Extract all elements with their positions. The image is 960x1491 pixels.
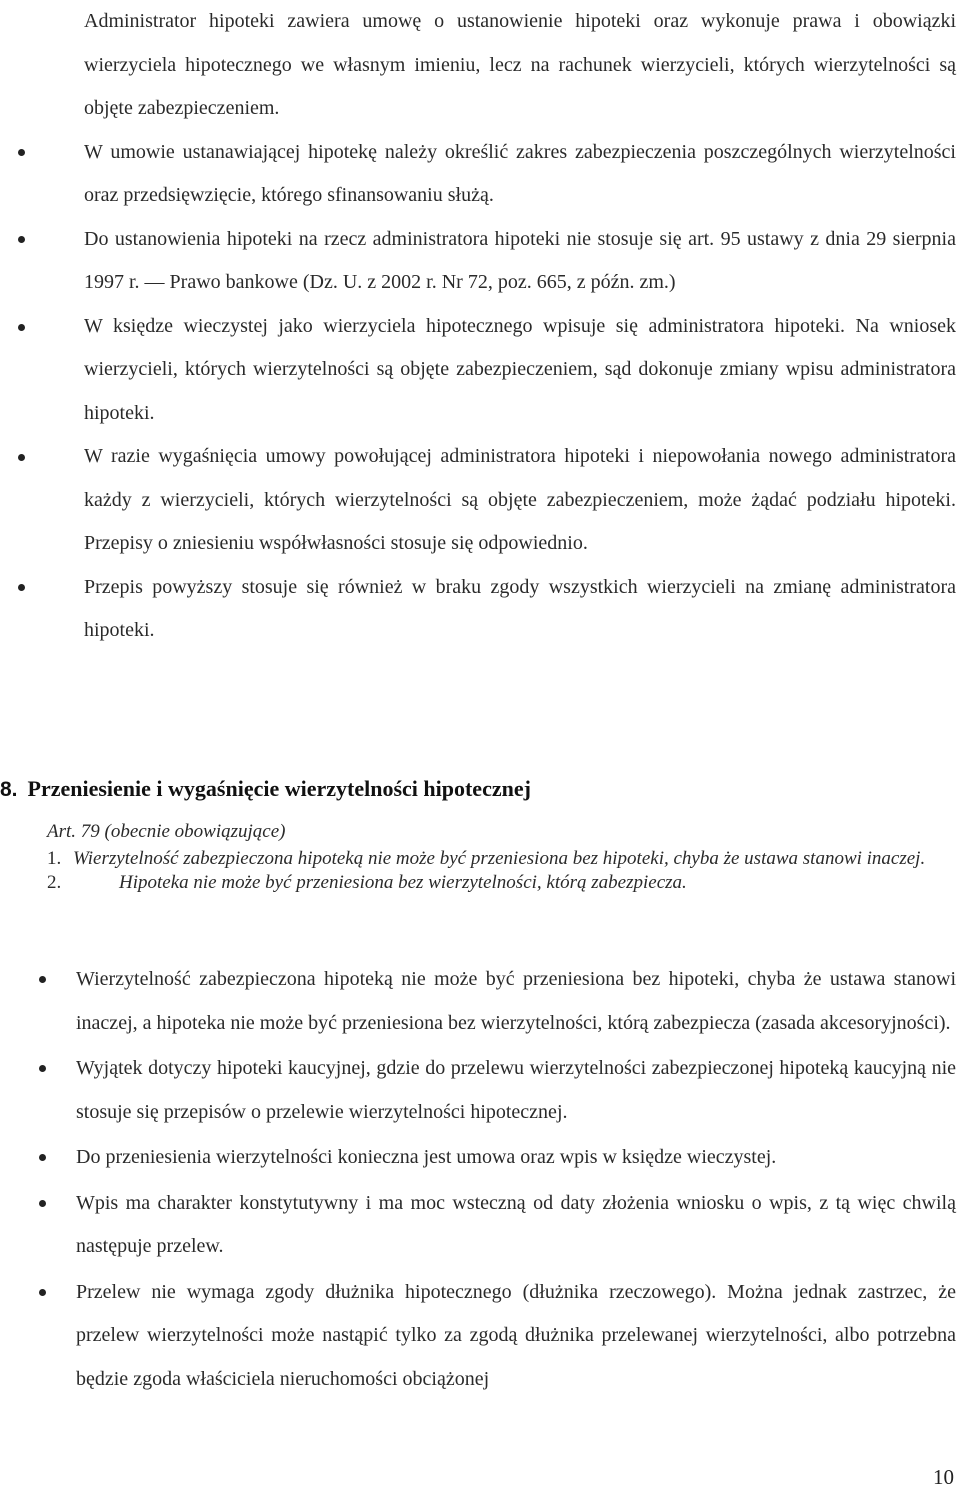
section-heading bbox=[0, 776, 531, 802]
list-item: Administrator hipoteki zawiera umowę o ustanowienie hipoteki oraz wykonuje prawa i obowiązki wierzyciela hipotecznego we własnym imieniu, lecz na rachunek wierzycieli, których wierzytelności są objęte zabezpieczeniem. bbox=[84, 10, 956, 119]
list-item: Przelew nie wymaga zgody dłużnika hipotecznego (dłużnika rzeczowego). Można jednak zastrzec, że przelew wierzytelności może nastąpić tylko za zgodą dłużnika przelewanej wierzytelności, albo potrzebna będzie zgoda właściciela nieruchomości obciążonej bbox=[76, 1271, 956, 1402]
paragraph-text: Wierzytelność zabezpieczona hipoteką nie może być przeniesiona bez hipoteki, chyba że ustawa stanowi inaczej. bbox=[73, 848, 926, 869]
list-item: Wierzytelność zabezpieczona hipoteką nie może być przeniesiona bez hipoteki, chyba że ustawa stanowi inaczej, a hipoteka nie może być przeniesiona bez wierzytelności, którą zabezpiecza (zasada akcesoryjności). bbox=[76, 958, 956, 1045]
list-item: W księdze wieczystej jako wierzyciela hipotecznego wpisuje się administratora hipoteki. Na wniosek wierzycieli, których wierzytelności są objęte zabezpieczeniem, sąd dokonuje zmiany wpisu administratora hipoteki. bbox=[84, 305, 956, 436]
section-number: 8. bbox=[0, 778, 18, 801]
list-item: Do przeniesienia wierzytelności konieczna jest umowa oraz wpis w księdze wieczystej. bbox=[76, 1136, 956, 1180]
article-title: Art. 79 (obecnie obowiązujące) bbox=[47, 821, 286, 842]
paragraph-number: 1. bbox=[47, 848, 62, 869]
section-title: Przeniesienie i wygaśnięcie wierzytelności hipotecznej bbox=[27, 776, 531, 801]
article-paragraph bbox=[47, 871, 957, 895]
list-item: W umowie ustanawiającej hipotekę należy określić zakres zabezpieczenia poszczególnych wierzytelności oraz przedsięwzięcie, którego sfinansowaniu służą. bbox=[84, 131, 956, 218]
top-bullet-list bbox=[84, 0, 956, 653]
list-item: Przepis powyższy stosuje się również w braku zgody wszystkich wierzycieli na zmianę administratora hipoteki. bbox=[84, 566, 956, 653]
article-paragraph bbox=[47, 847, 957, 871]
list-item: Wpis ma charakter konstytutywny i ma moc wsteczną od daty złożenia wniosku o wpis, z tą więc chwilą następuje przelew. bbox=[76, 1182, 956, 1269]
page-number: 10 bbox=[933, 1465, 954, 1489]
article-quote bbox=[47, 817, 957, 895]
paragraph-number: 2. bbox=[47, 872, 62, 893]
list-item: W razie wygaśnięcia umowy powołującej administratora hipoteki i niepowołania nowego administratora każdy z wierzycieli, których wierzytelności są objęte zabezpieczeniem, może żądać podziału hipoteki. Przepisy o zniesieniu współwłasności stosuje się odpowiednio. bbox=[84, 435, 956, 566]
list-item: Do ustanowienia hipoteki na rzecz administratora hipoteki nie stosuje się art. 95 ustawy z dnia 29 sierpnia 1997 r. — Prawo bankowe (Dz. U. z 2002 r. Nr 72, poz. 665, z późn. zm.) bbox=[84, 218, 956, 305]
bottom-bullet-list bbox=[76, 958, 956, 1403]
paragraph-text: Hipoteka nie może być przeniesiona bez wierzytelności, którą zabezpiecza. bbox=[119, 872, 687, 893]
list-item: Wyjątek dotyczy hipoteki kaucyjnej, gdzie do przelewu wierzytelności zabezpieczonej hipoteką kaucyjną nie stosuje się przepisów o przelewie wierzytelności hipotecznej. bbox=[76, 1047, 956, 1134]
